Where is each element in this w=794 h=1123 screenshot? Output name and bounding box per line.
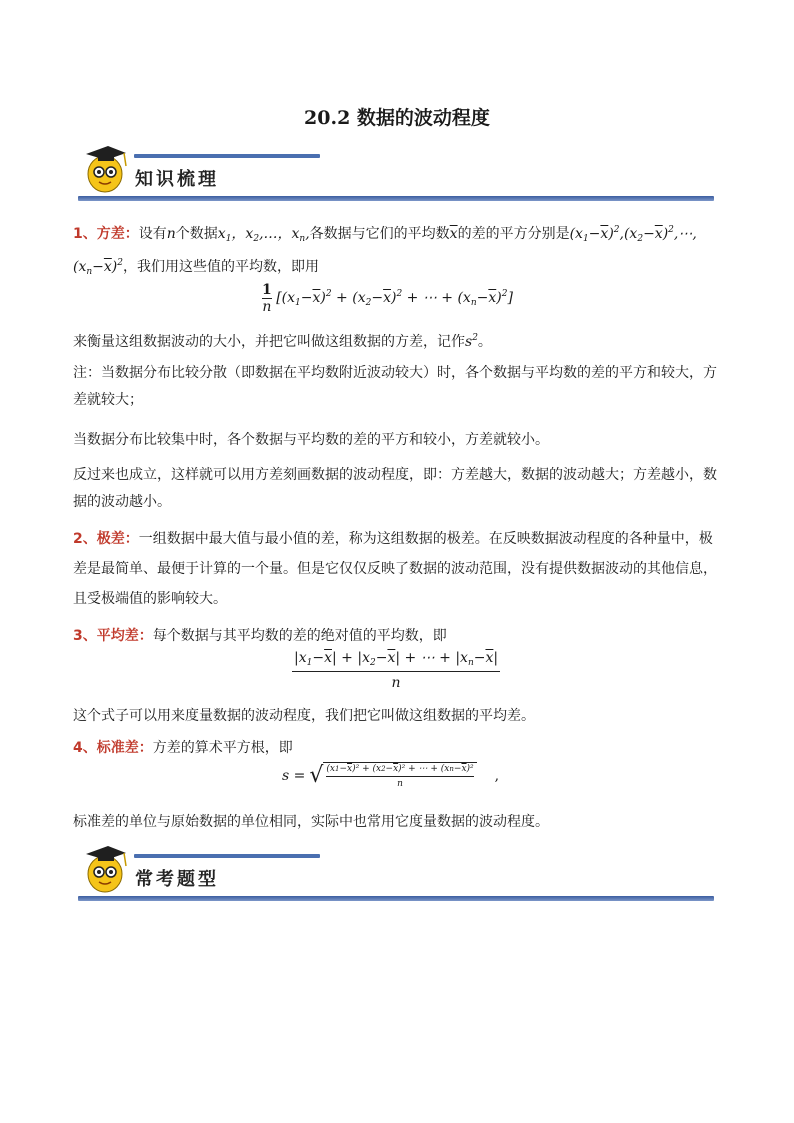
mean-deviation-after: 这个式子可以用来度量数据的波动程度，我们把它叫做这组数据的平均差。	[73, 708, 535, 724]
mean-deviation-label: 3、平均差：	[73, 628, 153, 644]
variance-label: 1、方差：	[73, 226, 139, 242]
mascot-icon	[80, 140, 130, 194]
mean-deviation-paragraph: 3、平均差：每个数据与其平均数的差的绝对值的平均数，即	[73, 628, 447, 644]
section-banner-question-types	[78, 840, 718, 904]
variance-formula: $\frac{1}{n}$ [$(x_1-\overline{x})^2 + (x_2-\overline{x})^2$ + ⋯ + $(x_n-\overline{x})^2$]	[262, 282, 513, 315]
variance-after: 来衡量这组数据波动的大小，并把它叫做这组数据的方差，记作$s^2$。	[73, 333, 492, 350]
mean-deviation-formula: $|x_1-\overline{x}| + |x_2-\overline{x}|$ + ⋯ + $|x_n-\overline{x}|$ n	[294, 650, 499, 691]
variance-note1: 注：当数据分布比较分散（即数据在平均数附近波动较大）时，各个数据与平均数的差的平方和较大，方差就较大；	[73, 365, 717, 408]
page-title: 20.2 数据的波动程度	[304, 107, 490, 129]
variance-note2: 当数据分布比较集中时，各个数据与平均数的差的平方和较小，方差就较小。	[73, 432, 549, 448]
std-paragraph: 4、标准差：方差的算术平方根，即	[73, 740, 293, 756]
mascot-icon	[80, 840, 130, 894]
range-label: 2、极差：	[73, 531, 139, 547]
section-banner-knowledge	[78, 140, 718, 204]
section-label: 常考题型	[135, 869, 219, 890]
std-formula: s = √ $(x1-\overline{x})^2 + (x2-\overline{x})^2$ + ⋯ + $(xn-\overline{x})^2$ n ,	[282, 762, 500, 789]
variance-paragraph: 1、方差：设有n个数据$x_1$，$x_2,\dots$，$x_n$,各数据与它们的平均数$\overline{x}$的差的平方分别是$(x_1-\overline{x})^2,(x_2-\overline{x})^2,\cdots,(x_n-\overline{x})^2$，我们用这些值的平均数，即用	[73, 225, 697, 277]
std-label: 4、标准差：	[73, 740, 153, 756]
range-paragraph: 2、极差：一组数据中最大值与最小值的差，称为这组数据的极差。在反映数据波动程度的各种量中，极差是最简单、最便于计算的一个量。但是它仅仅反映了数据的波动范围，没有提供数据波动的其他信息，且受极端值的影响较大。	[73, 531, 717, 607]
section-label: 知识梳理	[135, 169, 219, 190]
std-after: 标准差的单位与原始数据的单位相同，实际中也常用它度量数据的波动程度。	[73, 814, 549, 830]
variance-note3: 反过来也成立，这样就可以用方差刻画数据的波动程度，即：方差越大，数据的波动越大；方差越小，数据的波动越小。	[73, 467, 717, 510]
